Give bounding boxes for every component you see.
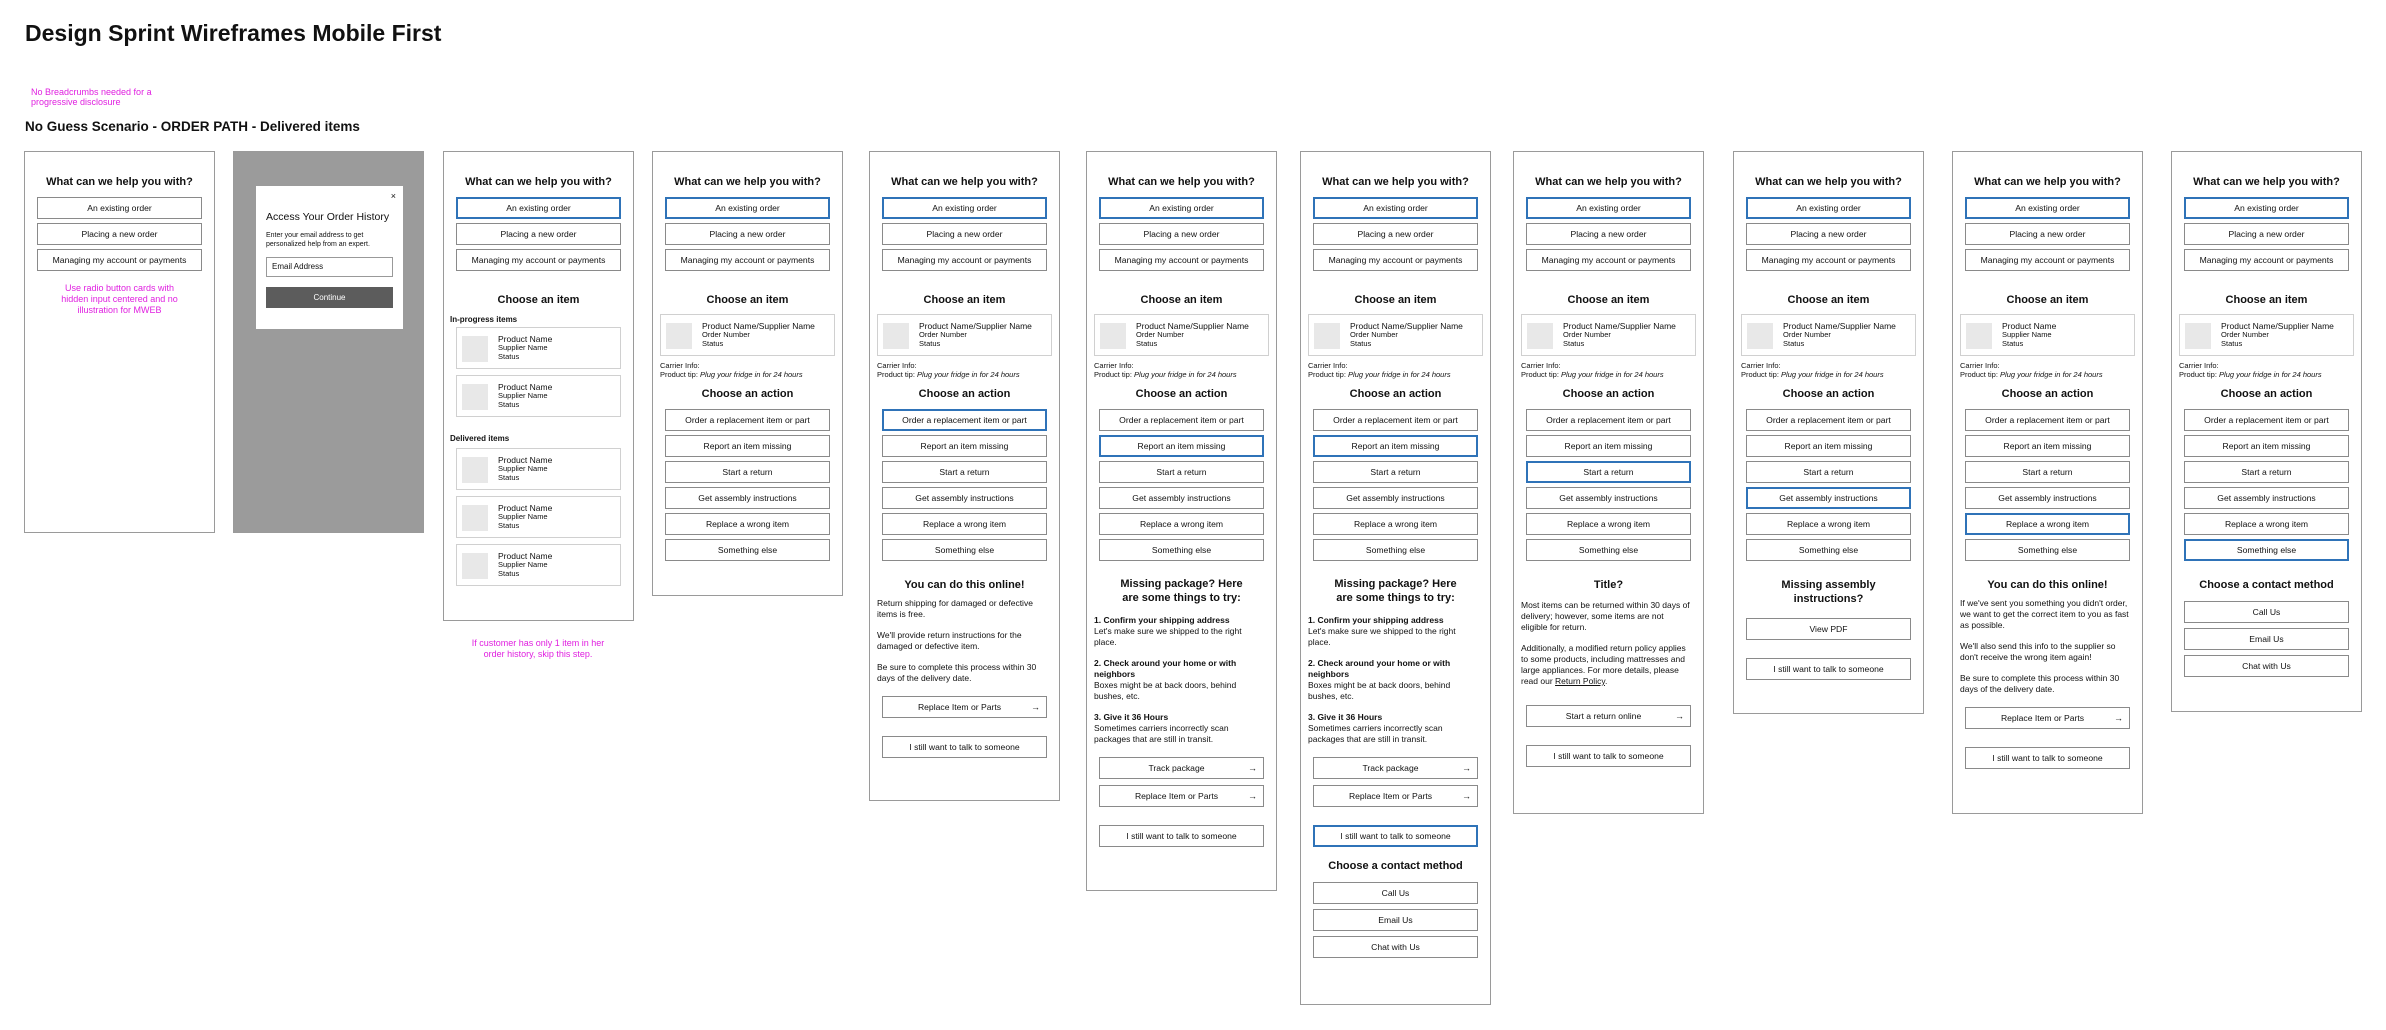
contact-heading: Choose a contact method	[1328, 860, 1463, 872]
option-new-order[interactable]: Placing a new order	[37, 223, 202, 245]
option-account[interactable]: Managing my account or payments	[1099, 249, 1264, 271]
product-image	[1527, 323, 1553, 349]
wrong-text-2: We'll also send this info to the supplier so don't receive the wrong item again!	[1960, 641, 2116, 662]
action-assembly[interactable]: Get assembly instructions	[1313, 487, 1478, 509]
option-new-order[interactable]: Placing a new order	[1965, 223, 2130, 245]
choose-action-heading: Choose an action	[701, 388, 794, 400]
item-status: Status	[1350, 338, 1372, 348]
choose-item-heading: Choose an item	[1354, 294, 1437, 306]
item-status: Status	[1136, 338, 1158, 348]
option-existing-order[interactable]: An existing order	[1313, 197, 1478, 219]
action-something-else[interactable]: Something else	[882, 539, 1047, 561]
action-replace-wrong[interactable]: Replace a wrong item	[1099, 513, 1264, 535]
missing-step-3: 3. Give it 36 Hours Sometimes carriers incorrectly scan packages that are still in transit.	[1094, 712, 1229, 744]
option-new-order[interactable]: Placing a new order	[1313, 223, 1478, 245]
frame-assembly	[1733, 151, 1924, 714]
order-number: Order Number	[1563, 330, 1611, 339]
action-assembly[interactable]: Get assembly instructions	[1099, 487, 1264, 509]
talk-to-someone-button[interactable]: I still want to talk to someone	[882, 736, 1047, 758]
action-replace-wrong[interactable]: Replace a wrong item	[2184, 513, 2349, 535]
choose-action-heading: Choose an action	[1782, 388, 1875, 400]
action-start-return[interactable]: Start a return	[1746, 461, 1911, 483]
product-name: Product Name/Supplier Name	[1563, 321, 1676, 331]
missing-step-1: 1. Confirm your shipping address Let's make sure we shipped to the right place.	[1094, 615, 1242, 647]
action-report-missing[interactable]: Report an item missing	[1313, 435, 1478, 457]
action-assembly[interactable]: Get assembly instructions	[1746, 487, 1911, 509]
product-name: Product Name/Supplier Name	[919, 321, 1032, 331]
talk-to-someone-button[interactable]: I still want to talk to someone	[1313, 825, 1478, 847]
missing-step-1: 1. Confirm your shipping address Let's make sure we shipped to the right place.	[1308, 615, 1456, 647]
option-existing-order[interactable]: An existing order	[456, 197, 621, 219]
choose-item-heading: Choose an item	[1140, 294, 1223, 306]
choose-action-heading: Choose an action	[1349, 388, 1442, 400]
option-existing-order[interactable]: An existing order	[1746, 197, 1911, 219]
choose-item-heading: Choose an item	[2225, 294, 2308, 306]
help-heading: What can we help you with?	[674, 176, 821, 188]
item-card[interactable]	[456, 496, 621, 538]
selected-item-card[interactable]	[1308, 314, 1483, 356]
choose-action-heading: Choose an action	[2001, 388, 2094, 400]
product-name: Product Name	[498, 455, 553, 465]
frame-start-return	[1513, 151, 1704, 814]
product-image	[462, 457, 488, 483]
help-heading: What can we help you with?	[1755, 176, 1902, 188]
chat-us-button[interactable]: Chat with Us	[2184, 655, 2349, 677]
wrong-text-3: Be sure to complete this process within 30 days of the delivery date.	[1960, 673, 2120, 694]
option-existing-order[interactable]: An existing order	[37, 197, 202, 219]
product-image	[666, 323, 692, 349]
frame-missing-package	[1086, 151, 1277, 891]
option-account[interactable]: Managing my account or payments	[882, 249, 1047, 271]
action-replace-wrong[interactable]: Replace a wrong item	[882, 513, 1047, 535]
scenario-title: No Guess Scenario - ORDER PATH - Delivered items	[25, 119, 360, 134]
missing-heading: Missing package? Here are some things to try:	[1120, 578, 1243, 604]
action-assembly[interactable]: Get assembly instructions	[2184, 487, 2349, 509]
order-number: Order Number	[919, 330, 967, 339]
email-us-button[interactable]: Email Us	[2184, 628, 2349, 650]
product-name: Product Name	[498, 334, 553, 344]
action-report-missing[interactable]: Report an item missing	[882, 435, 1047, 457]
supplier-name: Supplier Name	[498, 560, 548, 569]
choose-action-heading: Choose an action	[918, 388, 1011, 400]
modal-text: Enter your email address to get personalized help from an expert.	[266, 232, 370, 248]
action-replacement-part[interactable]: Order a replacement item or part	[1746, 409, 1911, 431]
choose-item-heading: Choose an item	[706, 294, 789, 306]
choose-action-heading: Choose an action	[1562, 388, 1655, 400]
online-heading: You can do this online!	[904, 579, 1025, 591]
missing-step-3: 3. Give it 36 Hours Sometimes carriers incorrectly scan packages that are still in transit.	[1308, 712, 1443, 744]
action-something-else[interactable]: Something else	[1099, 539, 1264, 561]
wrong-text-1: If we've sent you something you didn't order, we want to get the correct item to you as fast as possible.	[1960, 598, 2129, 630]
choose-action-heading: Choose an action	[1135, 388, 1228, 400]
item-card[interactable]	[456, 327, 621, 369]
selected-item-card[interactable]	[1094, 314, 1269, 356]
action-report-missing[interactable]: Report an item missing	[1746, 435, 1911, 457]
option-existing-order[interactable]: An existing order	[882, 197, 1047, 219]
supplier-name: Supplier Name	[498, 391, 548, 400]
product-image	[462, 553, 488, 579]
action-report-missing[interactable]: Report an item missing	[2184, 435, 2349, 457]
item-status: Status	[2002, 338, 2024, 348]
supplier-name: Supplier Name	[2002, 330, 2052, 339]
action-replacement-part[interactable]: Order a replacement item or part	[1313, 409, 1478, 431]
track-package-button[interactable]: Track package →	[1313, 757, 1478, 779]
action-replacement-part[interactable]: Order a replacement item or part	[665, 409, 830, 431]
option-existing-order[interactable]: An existing order	[1526, 197, 1691, 219]
item-status: Status	[498, 399, 520, 409]
talk-to-someone-button[interactable]: I still want to talk to someone	[1099, 825, 1264, 847]
page-title: Design Sprint Wireframes Mobile First	[25, 20, 442, 46]
chat-us-button[interactable]: Chat with Us	[1313, 936, 1478, 958]
missing-step-2: 2. Check around your home or with neighbors Boxes might be at back doors, behind bushes, etc.	[1094, 658, 1237, 701]
option-account[interactable]: Managing my account or payments	[1526, 249, 1691, 271]
frame-replace-wrong	[1952, 151, 2143, 814]
option-account[interactable]: Managing my account or payments	[1746, 249, 1911, 271]
close-icon[interactable]: ×	[390, 191, 396, 201]
product-image	[2185, 323, 2211, 349]
option-new-order[interactable]: Placing a new order	[1099, 223, 1264, 245]
product-name: Product Name	[498, 503, 553, 513]
talk-to-someone-button[interactable]: I still want to talk to someone	[1746, 658, 1911, 680]
frame-missing-package-contact	[1300, 151, 1491, 1005]
action-start-return[interactable]: Start a return	[665, 461, 830, 483]
talk-to-someone-button[interactable]: I still want to talk to someone	[1526, 745, 1691, 767]
help-heading: What can we help you with?	[891, 176, 1038, 188]
item-card[interactable]	[456, 544, 621, 586]
action-something-else[interactable]: Something else	[665, 539, 830, 561]
selected-item-card[interactable]	[2179, 314, 2354, 356]
replace-parts-button[interactable]: Replace Item or Parts →	[882, 696, 1047, 718]
action-replace-wrong[interactable]: Replace a wrong item	[1965, 513, 2130, 535]
product-name: Product Name/Supplier Name	[1783, 321, 1896, 331]
option-account[interactable]: Managing my account or payments	[37, 249, 202, 271]
carrier-info: Carrier Info: Product tip: Plug your fridge in for 24 hours	[1960, 361, 2103, 379]
help-heading: What can we help you with?	[1322, 176, 1469, 188]
product-name: Product Name/Supplier Name	[2221, 321, 2334, 331]
item-status: Status	[498, 351, 520, 361]
action-replacement-part[interactable]: Order a replacement item or part	[1526, 409, 1691, 431]
selected-item-card[interactable]	[1741, 314, 1916, 356]
frame-help-start	[24, 151, 215, 533]
order-number: Order Number	[702, 330, 750, 339]
item-status: Status	[498, 520, 520, 530]
action-assembly[interactable]: Get assembly instructions	[882, 487, 1047, 509]
option-existing-order[interactable]: An existing order	[1965, 197, 2130, 219]
action-replacement-part[interactable]: Order a replacement item or part	[2184, 409, 2349, 431]
email-field[interactable]: Email Address	[266, 257, 393, 277]
item-card[interactable]	[456, 375, 621, 417]
online-text-1: Return shipping for damaged or defective items is free.	[877, 598, 1033, 619]
order-number: Order Number	[1136, 330, 1184, 339]
online-text-2: We'll provide return instructions for the damaged or defective item.	[877, 630, 1022, 651]
selected-item-card[interactable]	[877, 314, 1052, 356]
option-account[interactable]: Managing my account or payments	[1313, 249, 1478, 271]
help-heading: What can we help you with?	[465, 176, 612, 188]
help-heading: What can we help you with?	[1974, 176, 2121, 188]
frame-choose-item	[443, 151, 634, 621]
online-heading: You can do this online!	[1987, 579, 2108, 591]
action-start-return[interactable]: Start a return	[1965, 461, 2130, 483]
choose-item-heading: Choose an item	[497, 294, 580, 306]
frame-choose-action	[652, 151, 843, 596]
action-assembly[interactable]: Get assembly instructions	[1965, 487, 2130, 509]
item-status: Status	[1563, 338, 1585, 348]
online-text-3: Be sure to complete this process within 30 days of the delivery date.	[877, 662, 1037, 683]
product-name: Product Name/Supplier Name	[1136, 321, 1249, 331]
action-replace-wrong[interactable]: Replace a wrong item	[665, 513, 830, 535]
carrier-info: Carrier Info: Product tip: Plug your fridge in for 24 hours	[1521, 361, 1664, 379]
continue-button[interactable]: Continue	[266, 287, 393, 308]
selected-item-card[interactable]	[660, 314, 835, 356]
action-something-else[interactable]: Something else	[1746, 539, 1911, 561]
call-us-button[interactable]: Call Us	[2184, 601, 2349, 623]
item-status: Status	[702, 338, 724, 348]
skip-step-note: If customer has only 1 item in her order history, skip this step.	[471, 638, 605, 659]
email-us-button[interactable]: Email Us	[1313, 909, 1478, 931]
item-status: Status	[498, 568, 520, 578]
product-name: Product Name/Supplier Name	[702, 321, 815, 331]
replace-parts-button[interactable]: Replace Item or Parts →	[1965, 707, 2130, 729]
carrier-info: Carrier Info: Product tip: Plug your fridge in for 24 hours	[2179, 361, 2322, 379]
call-us-button[interactable]: Call Us	[1313, 882, 1478, 904]
option-new-order[interactable]: Placing a new order	[2184, 223, 2349, 245]
option-account[interactable]: Managing my account or payments	[456, 249, 621, 271]
frame-something-else	[2171, 151, 2362, 712]
choose-item-heading: Choose an item	[2006, 294, 2089, 306]
action-start-return[interactable]: Start a return	[1313, 461, 1478, 483]
help-heading: What can we help you with?	[1535, 176, 1682, 188]
carrier-info: Carrier Info: Product tip: Plug your fridge in for 24 hours	[1741, 361, 1884, 379]
product-name: Product Name	[2002, 321, 2057, 331]
selected-item-card[interactable]	[1521, 314, 1696, 356]
item-status: Status	[498, 472, 520, 482]
action-start-return[interactable]: Start a return	[1526, 461, 1691, 483]
return-policy-link[interactable]: Return Policy	[1555, 676, 1605, 686]
item-status: Status	[1783, 338, 1805, 348]
replace-parts-button[interactable]: Replace Item or Parts →	[1099, 785, 1264, 807]
option-new-order[interactable]: Placing a new order	[1526, 223, 1691, 245]
order-number: Order Number	[1783, 330, 1831, 339]
order-number: Order Number	[1350, 330, 1398, 339]
product-image	[462, 336, 488, 362]
replace-parts-button[interactable]: Replace Item or Parts →	[1313, 785, 1478, 807]
product-name: Product Name	[498, 382, 553, 392]
action-start-return[interactable]: Start a return	[1099, 461, 1264, 483]
option-existing-order[interactable]: An existing order	[2184, 197, 2349, 219]
option-existing-order[interactable]: An existing order	[665, 197, 830, 219]
option-new-order[interactable]: Placing a new order	[665, 223, 830, 245]
return-text-1: Most items can be returned within 30 days of delivery; however, some items are not eligible for return.	[1521, 600, 1690, 632]
action-something-else[interactable]: Something else	[1526, 539, 1691, 561]
carrier-info: Carrier Info: Product tip: Plug your fridge in for 24 hours	[1094, 361, 1237, 379]
modal-title: Access Your Order History	[266, 211, 390, 223]
design-note: Use radio button cards with hidden input centered and no illustration for MWEB	[61, 283, 178, 315]
access-modal	[256, 186, 403, 329]
breadcrumbs-note: No Breadcrumbs needed for a progressive disclosure	[31, 87, 152, 107]
option-existing-order[interactable]: An existing order	[1099, 197, 1264, 219]
item-card[interactable]	[456, 448, 621, 490]
product-image	[883, 323, 909, 349]
action-report-missing[interactable]: Report an item missing	[665, 435, 830, 457]
option-new-order[interactable]: Placing a new order	[882, 223, 1047, 245]
supplier-name: Supplier Name	[498, 343, 548, 352]
action-replace-wrong[interactable]: Replace a wrong item	[1313, 513, 1478, 535]
assembly-heading: Missing assembly instructions?	[1781, 579, 1876, 605]
action-something-else[interactable]: Something else	[1313, 539, 1478, 561]
action-report-missing[interactable]: Report an item missing	[1099, 435, 1264, 457]
frame-access-history	[233, 151, 424, 533]
option-new-order[interactable]: Placing a new order	[1746, 223, 1911, 245]
help-heading: What can we help you with?	[46, 176, 193, 188]
return-text-2: Additionally, a modified return policy applies to some products, including mattresses and large appliances. For more details, please read our Return Policy.	[1521, 643, 1686, 686]
item-status: Status	[2221, 338, 2243, 348]
carrier-info: Carrier Info: Product tip: Plug your fridge in for 24 hours	[660, 361, 803, 379]
supplier-name: Supplier Name	[498, 512, 548, 521]
help-heading: What can we help you with?	[2193, 176, 2340, 188]
action-assembly[interactable]: Get assembly instructions	[1526, 487, 1691, 509]
choose-item-heading: Choose an item	[1787, 294, 1870, 306]
product-name: Product Name/Supplier Name	[1350, 321, 1463, 331]
choose-item-heading: Choose an item	[923, 294, 1006, 306]
action-replacement-part[interactable]: Order a replacement item or part	[882, 409, 1047, 431]
missing-heading: Missing package? Here are some things to try:	[1334, 578, 1457, 604]
carrier-info: Carrier Info: Product tip: Plug your fridge in for 24 hours	[877, 361, 1020, 379]
choose-item-heading: Choose an item	[1567, 294, 1650, 306]
option-account[interactable]: Managing my account or payments	[2184, 249, 2349, 271]
action-report-missing[interactable]: Report an item missing	[1965, 435, 2130, 457]
view-pdf-button[interactable]: View PDF	[1746, 618, 1911, 640]
action-replace-wrong[interactable]: Replace a wrong item	[1746, 513, 1911, 535]
product-image	[1314, 323, 1340, 349]
track-package-button[interactable]: Track package →	[1099, 757, 1264, 779]
frame-replacement-online	[869, 151, 1060, 801]
choose-action-heading: Choose an action	[2220, 388, 2313, 400]
action-replace-wrong[interactable]: Replace a wrong item	[1526, 513, 1691, 535]
product-image	[1966, 323, 1992, 349]
product-image	[1747, 323, 1773, 349]
action-replacement-part[interactable]: Order a replacement item or part	[1965, 409, 2130, 431]
product-image	[1100, 323, 1126, 349]
option-account[interactable]: Managing my account or payments	[665, 249, 830, 271]
action-assembly[interactable]: Get assembly instructions	[665, 487, 830, 509]
contact-heading: Choose a contact method	[2199, 579, 2334, 591]
in-progress-label: In-progress items	[450, 315, 518, 324]
action-something-else[interactable]: Something else	[2184, 539, 2349, 561]
action-start-return[interactable]: Start a return	[882, 461, 1047, 483]
delivered-label: Delivered items	[450, 434, 510, 443]
action-something-else[interactable]: Something else	[1965, 539, 2130, 561]
supplier-name: Supplier Name	[498, 464, 548, 473]
item-status: Status	[919, 338, 941, 348]
start-return-online-button[interactable]: Start a return online →	[1526, 705, 1691, 727]
missing-step-2: 2. Check around your home or with neighbors Boxes might be at back doors, behind bushes, etc.	[1308, 658, 1451, 701]
carrier-info: Carrier Info: Product tip: Plug your fridge in for 24 hours	[1308, 361, 1451, 379]
option-account[interactable]: Managing my account or payments	[1965, 249, 2130, 271]
order-number: Order Number	[2221, 330, 2269, 339]
option-new-order[interactable]: Placing a new order	[456, 223, 621, 245]
return-heading: Title?	[1593, 579, 1624, 591]
action-report-missing[interactable]: Report an item missing	[1526, 435, 1691, 457]
help-heading: What can we help you with?	[1108, 176, 1255, 188]
product-image	[462, 505, 488, 531]
action-replacement-part[interactable]: Order a replacement item or part	[1099, 409, 1264, 431]
product-image	[462, 384, 488, 410]
selected-item-card[interactable]	[1960, 314, 2135, 356]
talk-to-someone-button[interactable]: I still want to talk to someone	[1965, 747, 2130, 769]
action-start-return[interactable]: Start a return	[2184, 461, 2349, 483]
product-name: Product Name	[498, 551, 553, 561]
